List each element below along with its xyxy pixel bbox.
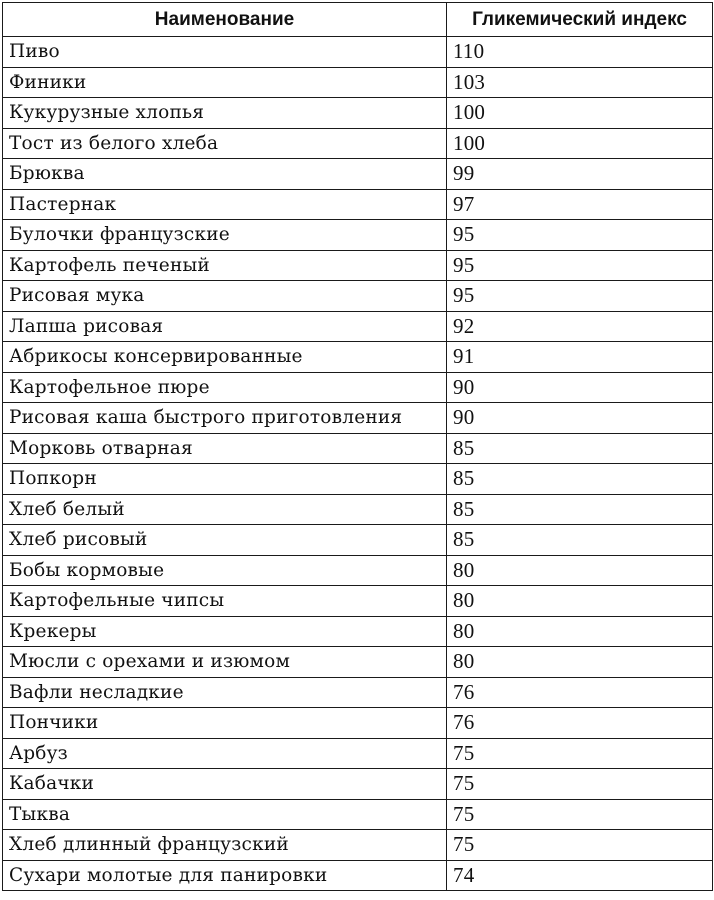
product-name-cell: Морковь отварная [3, 433, 447, 464]
table-row [3, 250, 713, 281]
glycemic-index-cell: 75 [447, 830, 713, 861]
product-name-cell: Хлеб длинный французский [3, 830, 447, 861]
table-row [3, 372, 713, 403]
product-name-cell: Мюсли с орехами и изюмом [3, 647, 447, 678]
table-row [3, 799, 713, 830]
glycemic-index-cell: 80 [447, 555, 713, 586]
table-header [3, 3, 713, 37]
glycemic-index-cell: 74 [447, 860, 713, 891]
glycemic-index-cell: 85 [447, 433, 713, 464]
table-row [3, 67, 713, 98]
table-row [3, 98, 713, 129]
table-row [3, 159, 713, 190]
table-row [3, 769, 713, 800]
column-header-name: Наименование [3, 3, 447, 37]
product-name-cell: Пиво [3, 37, 447, 68]
glycemic-index-cell: 92 [447, 311, 713, 342]
product-name-cell: Хлеб рисовый [3, 525, 447, 556]
product-name-cell: Вафли несладкие [3, 677, 447, 708]
table-row [3, 525, 713, 556]
product-name-cell: Лапша рисовая [3, 311, 447, 342]
table-row [3, 647, 713, 678]
glycemic-index-cell: 75 [447, 738, 713, 769]
product-name-cell: Булочки французские [3, 220, 447, 251]
product-name-cell: Рисовая мука [3, 281, 447, 312]
product-name-cell: Пастернак [3, 189, 447, 220]
table-row [3, 220, 713, 251]
table-row [3, 708, 713, 739]
product-name-cell: Попкорн [3, 464, 447, 495]
glycemic-index-cell: 90 [447, 372, 713, 403]
glycemic-index-table [2, 2, 713, 891]
product-name-cell: Брюква [3, 159, 447, 190]
product-name-cell: Пончики [3, 708, 447, 739]
product-name-cell: Рисовая каша быстрого приготовления [3, 403, 447, 434]
product-name-cell: Кукурузные хлопья [3, 98, 447, 129]
glycemic-index-cell: 90 [447, 403, 713, 434]
table-row [3, 403, 713, 434]
table-row [3, 738, 713, 769]
product-name-cell: Финики [3, 67, 447, 98]
table-row [3, 677, 713, 708]
glycemic-index-cell: 76 [447, 708, 713, 739]
glycemic-index-cell: 95 [447, 220, 713, 251]
glycemic-index-cell: 95 [447, 281, 713, 312]
table-row [3, 555, 713, 586]
glycemic-index-cell: 100 [447, 128, 713, 159]
table-row [3, 311, 713, 342]
table-row [3, 281, 713, 312]
product-name-cell: Картофельные чипсы [3, 586, 447, 617]
product-name-cell: Сухари молотые для панировки [3, 860, 447, 891]
glycemic-index-cell: 80 [447, 616, 713, 647]
table-row [3, 128, 713, 159]
product-name-cell: Крекеры [3, 616, 447, 647]
product-name-cell: Бобы кормовые [3, 555, 447, 586]
product-name-cell: Арбуз [3, 738, 447, 769]
table-row [3, 616, 713, 647]
glycemic-index-cell: 80 [447, 647, 713, 678]
product-name-cell: Абрикосы консервированные [3, 342, 447, 373]
glycemic-index-cell: 110 [447, 37, 713, 68]
product-name-cell: Кабачки [3, 769, 447, 800]
table-row [3, 37, 713, 68]
table-row [3, 860, 713, 891]
glycemic-index-cell: 100 [447, 98, 713, 129]
table-body [3, 37, 713, 891]
table-row [3, 189, 713, 220]
table-row [3, 464, 713, 495]
glycemic-index-cell: 85 [447, 494, 713, 525]
product-name-cell: Картофель печеный [3, 250, 447, 281]
table-row [3, 494, 713, 525]
glycemic-index-cell: 91 [447, 342, 713, 373]
glycemic-index-cell: 85 [447, 464, 713, 495]
glycemic-index-cell: 99 [447, 159, 713, 190]
glycemic-index-cell: 80 [447, 586, 713, 617]
glycemic-index-cell: 103 [447, 67, 713, 98]
table-row [3, 586, 713, 617]
glycemic-index-cell: 97 [447, 189, 713, 220]
column-header-glycemic-index: Гликемический индекс [447, 3, 713, 37]
header-row [3, 3, 713, 37]
glycemic-index-cell: 85 [447, 525, 713, 556]
product-name-cell: Тыква [3, 799, 447, 830]
product-name-cell: Картофельное пюре [3, 372, 447, 403]
product-name-cell: Тост из белого хлеба [3, 128, 447, 159]
glycemic-index-cell: 76 [447, 677, 713, 708]
table-row [3, 342, 713, 373]
product-name-cell: Хлеб белый [3, 494, 447, 525]
glycemic-index-cell: 75 [447, 769, 713, 800]
table-row [3, 433, 713, 464]
glycemic-index-cell: 75 [447, 799, 713, 830]
glycemic-index-cell: 95 [447, 250, 713, 281]
table-row [3, 830, 713, 861]
